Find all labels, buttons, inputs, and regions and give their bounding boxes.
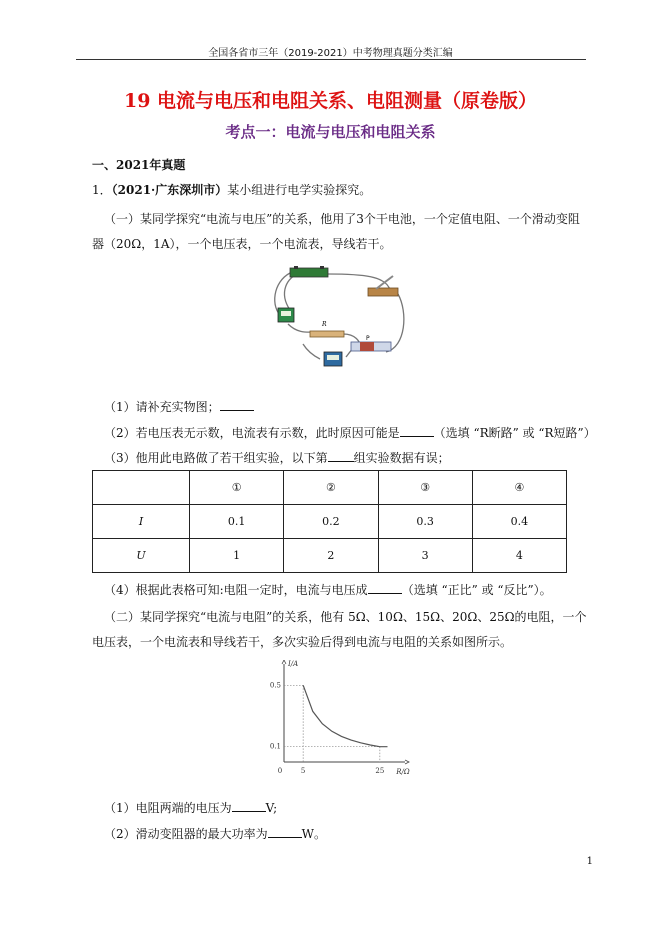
table-cell: 4 <box>472 539 566 573</box>
table-cell: 0.2 <box>284 505 378 539</box>
y-axis-arrow <box>282 660 286 664</box>
current-resistance-graph <box>262 660 412 780</box>
section-heading: 一、2021年真题 <box>92 158 186 172</box>
table-cell: 3 <box>378 539 472 573</box>
table-cell: 0.4 <box>472 505 566 539</box>
question-1-stem <box>92 181 371 198</box>
x-tick-label: 25 <box>375 767 385 775</box>
table-header-cell: ④ <box>472 471 566 505</box>
y-axis-label: I/A <box>288 660 299 668</box>
table-row <box>93 505 567 539</box>
sub-question-2-text: （2）若电压表无示数，电流表有示数，此时原因可能是 <box>104 426 400 440</box>
slider-label: P <box>366 335 370 342</box>
table-cell: 0.1 <box>190 505 284 539</box>
x-axis-arrow <box>405 760 409 764</box>
sub-question-1 <box>104 398 254 415</box>
answer-blank-6[interactable] <box>268 826 302 838</box>
sub-question-4-options: （选填 “正比” 或 “反比”）。 <box>401 583 552 597</box>
table-header-cell: ② <box>284 471 378 505</box>
question-stem-text: 某小组进行电学实验探究。 <box>227 183 372 197</box>
x-tick-label: 5 <box>300 767 306 775</box>
sub-question-2-options: （选填 “R断路” 或 “R短路”） <box>433 426 596 440</box>
data-table <box>92 470 567 573</box>
table-row <box>93 539 567 573</box>
part2-sub-question-2-text: （2）滑动变阻器的最大功率为 <box>104 827 268 841</box>
part2-sub-question-2 <box>104 825 326 842</box>
sub-question-2 <box>104 424 596 441</box>
answer-blank-3[interactable] <box>328 450 354 462</box>
circuit-diagram <box>268 262 408 374</box>
table-header-row <box>93 471 567 505</box>
table-cell: 1 <box>190 539 284 573</box>
part2-line1: （二）某同学探究“电流与电阻”的关系，他有 5Ω、10Ω、15Ω、20Ω、25Ω的电阻，一个 <box>104 610 587 624</box>
sub-question-3 <box>104 449 450 466</box>
page-number: 1 <box>586 856 593 867</box>
part2-sub-question-1-text: （1）电阻两端的电压为 <box>104 801 232 815</box>
resistor-label: R <box>322 321 327 328</box>
part2-sub-question-2-unit: W。 <box>301 827 326 841</box>
resistor-icon <box>310 321 344 337</box>
battery-pack-icon <box>290 266 328 277</box>
x-axis-label: R/Ω <box>396 768 410 776</box>
sub-question-1-text: （1）请补充实物图； <box>104 400 220 414</box>
part2-sub-question-1-unit: V; <box>265 801 278 815</box>
answer-blank-4[interactable] <box>368 582 402 594</box>
y-tick-label: 0.5 <box>269 681 281 690</box>
part1-line1: （一）某同学探究“电流与电压”的关系，他用了3个干电池，一个定值电阻、一个滑动变阻 <box>104 212 580 226</box>
table-cell: 0.3 <box>378 505 472 539</box>
running-header: 全国各省市三年（2019-2021）中考物理真题分类汇编 <box>208 48 453 59</box>
part2-sub-question-1 <box>104 799 277 816</box>
answer-blank-5[interactable] <box>232 800 266 812</box>
table-header-cell: ① <box>190 471 284 505</box>
sub-question-3-text: （3）他用此电路做了若干组实验，以下第 <box>104 451 328 465</box>
sub-question-3-tail: 组实验数据有误； <box>353 451 450 465</box>
topic-subtitle: 考点一：电流与电压和电阻关系 <box>225 123 436 141</box>
part2-line2: 电压表，一个电流表和导线若干，多次实验后得到电流与电阻的关系如图所示。 <box>92 635 513 649</box>
switch-icon <box>368 276 398 296</box>
table-header-cell <box>93 471 190 505</box>
x-tick-label: 0 <box>277 767 283 775</box>
header-rule <box>76 59 586 60</box>
table-cell: U <box>93 539 190 573</box>
answer-blank-2[interactable] <box>400 425 434 437</box>
table-header-cell: ③ <box>378 471 472 505</box>
table-cell: 2 <box>284 539 378 573</box>
voltmeter-icon <box>324 352 342 366</box>
rheostat-icon <box>351 335 391 351</box>
question-source: （2021·广东深圳市） <box>111 183 228 197</box>
sub-question-4-text: （4）根据此表格可知:电阻一定时，电流与电压成 <box>104 583 368 597</box>
question-number: 1． <box>92 183 112 197</box>
part1-line2: 器（20Ω，1A），一个电压表，一个电流表，导线若干。 <box>92 237 392 251</box>
table-cell: I <box>93 505 190 539</box>
answer-blank-1[interactable] <box>220 399 254 411</box>
series-line <box>303 685 387 746</box>
sub-question-4 <box>104 581 552 598</box>
y-tick-label: 0.1 <box>269 742 281 751</box>
ammeter-icon <box>278 308 294 322</box>
page-title: 19 电流与电压和电阻关系、电阻测量（原卷版） <box>123 90 538 112</box>
